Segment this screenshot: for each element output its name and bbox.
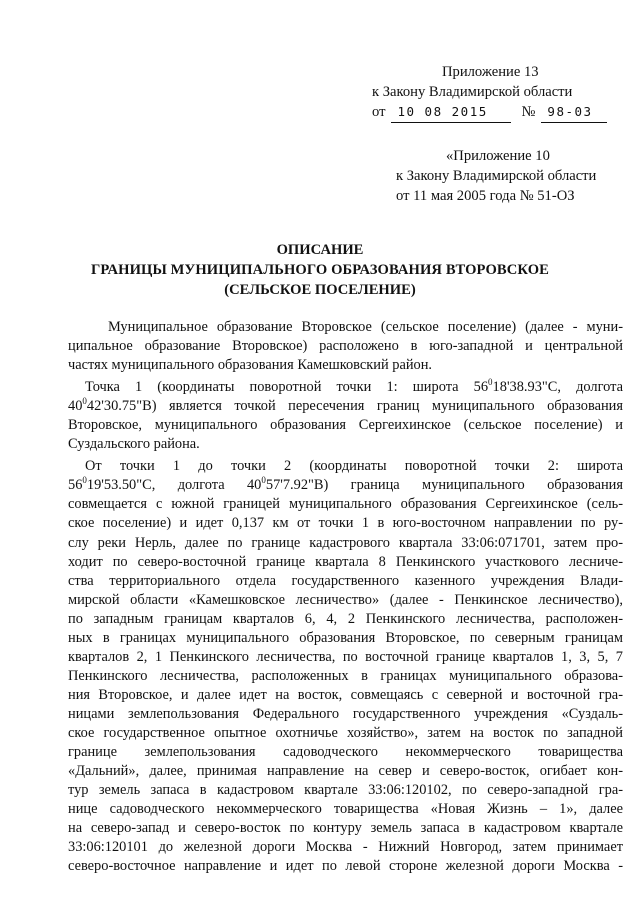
text-line: слу реки Нерль, далее по границе кадастрового квартала 33:06:071701, затем про- — [68, 534, 623, 551]
text-line — [68, 378, 623, 397]
title-line-3: (СЕЛЬСКОЕ ПОСЕЛЕНИЕ) — [224, 282, 416, 298]
text-line: мирской области «Камешковское лесничество» (далее - Пенкинское лесничество), — [68, 591, 623, 608]
paragraph-2 — [68, 378, 623, 454]
document-title — [40, 240, 600, 300]
text-line: тур земель запаса в кадастровом квартале 33:06:120102, по северо-западной гра- — [68, 782, 623, 799]
title-line-2: ГРАНИЦЫ МУНИЦИПАЛЬНОГО ОБРАЗОВАНИЯ ВТОРОВСКОЕ — [90, 262, 550, 278]
text-fragment: 40 — [68, 398, 83, 415]
title-line-1: ОПИСАНИЕ — [276, 242, 364, 258]
text-line: нице садоводческого некоммерческого товарищества «Новая Жизнь – 1», далее — [68, 801, 623, 818]
degree-mark: 0 — [82, 396, 87, 407]
text-line: ходит по северо-восточной границе квартала 8 Пенкинского участкового лесниче- — [68, 553, 623, 570]
appendix-13-date-line — [372, 102, 612, 123]
date-stamp: 10 08 2015 — [391, 102, 511, 123]
text-line — [68, 476, 623, 495]
document-body — [68, 318, 623, 876]
text-line: Пенкинского лесничества, расположенных в границах муниципального образова- — [68, 667, 623, 684]
appendix-13-title: Приложение 13 — [442, 64, 539, 80]
text-line: ципальное образование Второвское) расположено в юго-западной и центральной — [68, 338, 623, 355]
text-fragment: 42'30.75"В) является точкой пересечения границ муниципального образования — [86, 398, 623, 415]
text-line: кварталов 2, 1 Пенкинского лесничества, по восточной границе кварталов 1, 3, 5, 7 — [68, 648, 623, 665]
text-line: Муниципальное образование Второвское (сельское поселение) (далее - муни- — [108, 319, 623, 335]
text-line: 33:06:120101 до железной дороги Москва - Нижний Новгород, затем принимает — [68, 839, 623, 856]
appendix-13-law-ref: к Закону Владимирской области — [372, 84, 573, 100]
number-stamp: 98-03 — [541, 102, 607, 123]
text-line: границе землепользования садоводческого некоммерческого товарищества — [68, 744, 623, 761]
text-line: ства территориального отдела государственного казенного учреждения Влади- — [68, 572, 623, 589]
appendix-10-title: «Приложение 10 — [446, 148, 550, 164]
degree-mark: 0 — [488, 377, 493, 388]
text-line: по западным границам кварталов 6, 4, 2 Пенкинского лесничества, расположен- — [68, 610, 623, 627]
text-fragment: 18'38.93"С, долгота — [492, 379, 623, 396]
text-line: ных в границах муниципального образования Второвское, по северным границам — [68, 629, 623, 646]
appendix-10-law-ref: к Закону Владимирской области — [396, 168, 597, 184]
text-line: северо-восточное направление и идет по левой стороне железной дороги Москва - — [68, 858, 623, 875]
text-line: «Дальний», далее, принимая направление на север и северо-восток, огибает кон- — [68, 763, 623, 780]
paragraph-3 — [68, 457, 623, 876]
text-line: ницами землепользования Федерального государственного учреждения «Суздаль- — [68, 705, 623, 722]
text-fragment: 19'53.50"С, долгота 40 — [86, 477, 262, 494]
text-line — [68, 397, 623, 416]
appendix-10-date: от 11 мая 2005 года № 51-ОЗ — [396, 188, 575, 204]
text-line: Суздальского района. — [68, 436, 200, 453]
appendix-13-header — [372, 62, 612, 123]
text-line: От точки 1 до точки 2 (координаты поворотной точки 2: широта — [85, 458, 623, 475]
paragraph-1 — [68, 318, 623, 375]
text-line: совмещается с южной границей муниципального образования Сергеихинское (сель- — [68, 496, 623, 513]
text-fragment: 56 — [68, 477, 83, 494]
text-line: Второвское, муниципального образования Сергеихинское (сельское поселение) и — [68, 417, 623, 434]
text-fragment: Точка 1 (координаты поворотной точки 1: широта 56 — [85, 379, 489, 396]
appendix-10-header — [396, 146, 626, 206]
degree-mark: 0 — [82, 475, 87, 486]
text-fragment: 57'7.92"В) граница муниципального образования — [265, 477, 624, 494]
text-line: ское поселение) и идет 0,137 км от точки 1 в юго-восточном направлении по ру- — [68, 515, 623, 532]
date-prefix: от — [372, 104, 386, 120]
degree-mark: 0 — [261, 475, 266, 486]
text-line: частях муниципального образования Камешковский район. — [68, 357, 433, 374]
text-line: на северо-запад и северо-восток по контуру земель запаса в кадастровом квартале — [68, 820, 623, 837]
text-line: ния Второвское, и далее идет на восток, совмещаясь с северной и восточной гра- — [68, 686, 623, 703]
number-label: № — [521, 104, 536, 120]
text-line: ское государственное опытное охотничье хозяйство», затем на восток по западной — [68, 724, 623, 741]
